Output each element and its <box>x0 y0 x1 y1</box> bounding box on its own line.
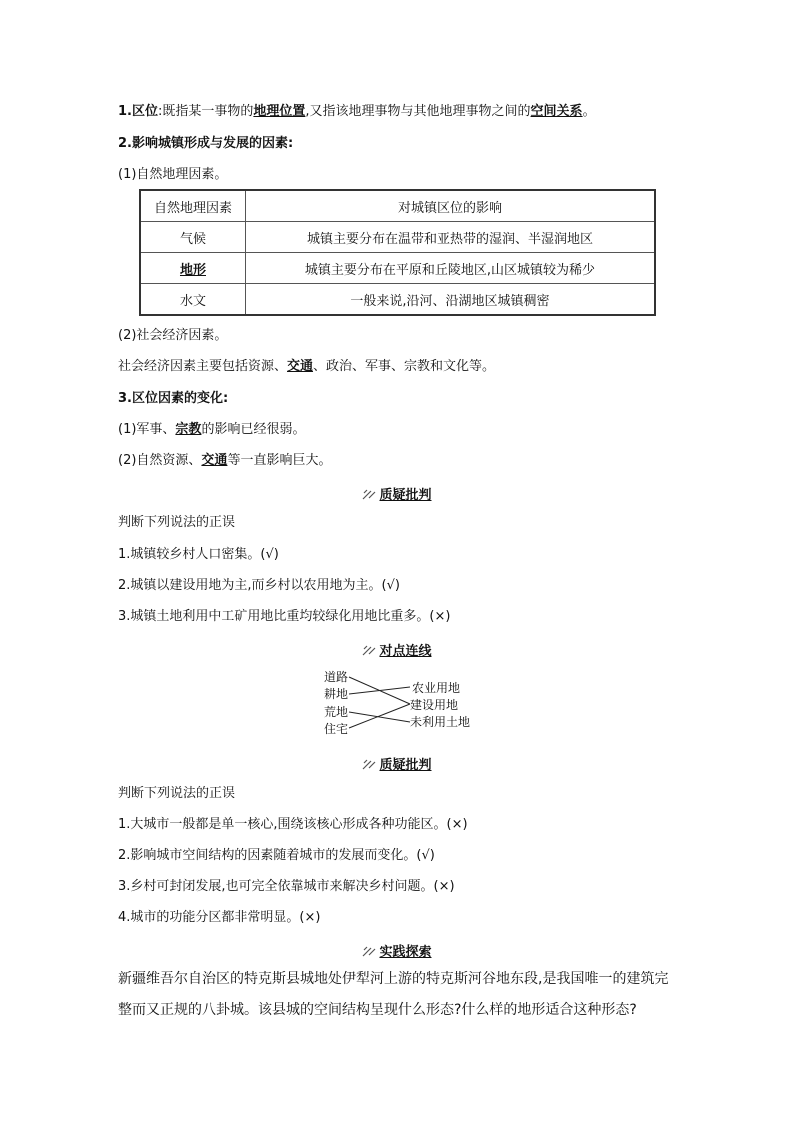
subheading-social: (2)社会经济因素。 <box>118 328 228 343</box>
table-cell: 气候 <box>140 222 246 253</box>
match-line <box>349 687 410 694</box>
change-text-a: (2)自然资源、 <box>118 453 202 468</box>
natural-factors-table <box>139 189 656 316</box>
table-header-row <box>140 190 655 222</box>
pen-writing-icon <box>362 945 376 957</box>
match-left-item: 耕地 <box>324 687 349 701</box>
underlined-transport: 交通 <box>287 359 314 374</box>
table-cell: 水文 <box>140 284 246 316</box>
match-right-item: 农业用地 <box>412 681 461 695</box>
definition-location <box>118 103 596 121</box>
section-header-practice <box>0 941 794 960</box>
change-item-1 <box>118 421 305 439</box>
subheading-natural: (1)自然地理因素。 <box>118 167 228 182</box>
underlined-religion: 宗教 <box>175 422 202 437</box>
match-left-item: 住宅 <box>324 722 349 736</box>
judgement-item: 4.城市的功能分区都非常明显。(×) <box>118 910 321 925</box>
section-title: 质疑批判 <box>379 488 432 503</box>
table-row <box>140 253 655 284</box>
table-cell: 城镇主要分布在平原和丘陵地区,山区城镇较为稀少 <box>246 253 656 284</box>
judgement-item: 3.乡村可封闭发展,也可完全依靠城市来解决乡村问题。(×) <box>118 879 455 894</box>
social-text-a: 社会经济因素主要包括资源、 <box>118 359 288 374</box>
section-header-question <box>0 484 794 503</box>
section-header-matching <box>0 640 794 659</box>
underlined-geo-position: 地理位置 <box>253 104 306 119</box>
table-header-cell: 自然地理因素 <box>140 190 246 222</box>
definition-text-a: :既指某一事物的 <box>158 104 254 119</box>
term-location: 区位 <box>131 104 158 119</box>
table-cell: 地形 <box>140 253 246 284</box>
judgement-item: 1.大城市一般都是单一核心,围绕该核心形成各种功能区。(×) <box>118 817 468 832</box>
section-title: 实践探索 <box>379 945 432 960</box>
heading-factors: 2.影响城镇形成与发展的因素: <box>118 136 294 151</box>
item-number: 1. <box>118 104 132 119</box>
match-left-item: 荒地 <box>324 705 349 719</box>
section-title: 对点连线 <box>379 644 432 659</box>
section-intro: 判断下列说法的正误 <box>118 786 236 801</box>
table-cell: 一般来说,沿河、沿湖地区城镇稠密 <box>246 284 656 316</box>
matching-lines <box>320 670 420 740</box>
change-item-2 <box>118 452 331 470</box>
practice-paragraph: 新疆维吾尔自治区的特克斯县城地处伊犁河上游的特克斯河谷地东段,是我国唯一的建筑完整而又正规的八卦城。该县城的空间结构呈现什么形态?什么样的地形适合这种形态? <box>118 971 669 1018</box>
social-factors-text <box>118 358 495 376</box>
match-left-item: 道路 <box>324 670 349 684</box>
judgement-item: 1.城镇较乡村人口密集。(√) <box>118 547 279 562</box>
section-intro: 判断下列说法的正误 <box>118 515 236 530</box>
pen-writing-icon <box>362 488 376 500</box>
underlined-transport: 交通 <box>201 453 228 468</box>
change-text-a: (1)军事、 <box>118 422 176 437</box>
pen-writing-icon <box>362 758 376 770</box>
table-row <box>140 222 655 253</box>
match-right-item: 未利用土地 <box>410 715 471 729</box>
match-line <box>349 704 410 728</box>
judgement-item: 3.城镇土地利用中工矿用地比重均较绿化用地比重多。(×) <box>118 609 451 624</box>
underlined-spatial-relation: 空间关系 <box>530 104 583 119</box>
match-right-item: 建设用地 <box>410 698 459 712</box>
social-text-b: 、政治、军事、宗教和文化等。 <box>313 359 496 374</box>
table-row <box>140 284 655 316</box>
judgement-item: 2.影响城市空间结构的因素随着城市的发展而变化。(√) <box>118 848 435 863</box>
change-text-b: 等一直影响巨大。 <box>227 453 332 468</box>
definition-text-b: ,又指该地理事物与其他地理事物之间的 <box>305 104 531 119</box>
table-header-cell: 对城镇区位的影响 <box>246 190 656 222</box>
definition-text-c: 。 <box>582 104 596 119</box>
match-line <box>349 712 410 722</box>
section-title: 质疑批判 <box>379 758 432 773</box>
judgement-item: 2.城镇以建设用地为主,而乡村以农用地为主。(√) <box>118 578 400 593</box>
pen-writing-icon <box>362 644 376 656</box>
heading-change: 3.区位因素的变化: <box>118 391 229 406</box>
table-cell: 城镇主要分布在温带和亚热带的湿润、半湿润地区 <box>246 222 656 253</box>
section-header-question <box>0 754 794 773</box>
change-text-b: 的影响已经很弱。 <box>201 422 306 437</box>
